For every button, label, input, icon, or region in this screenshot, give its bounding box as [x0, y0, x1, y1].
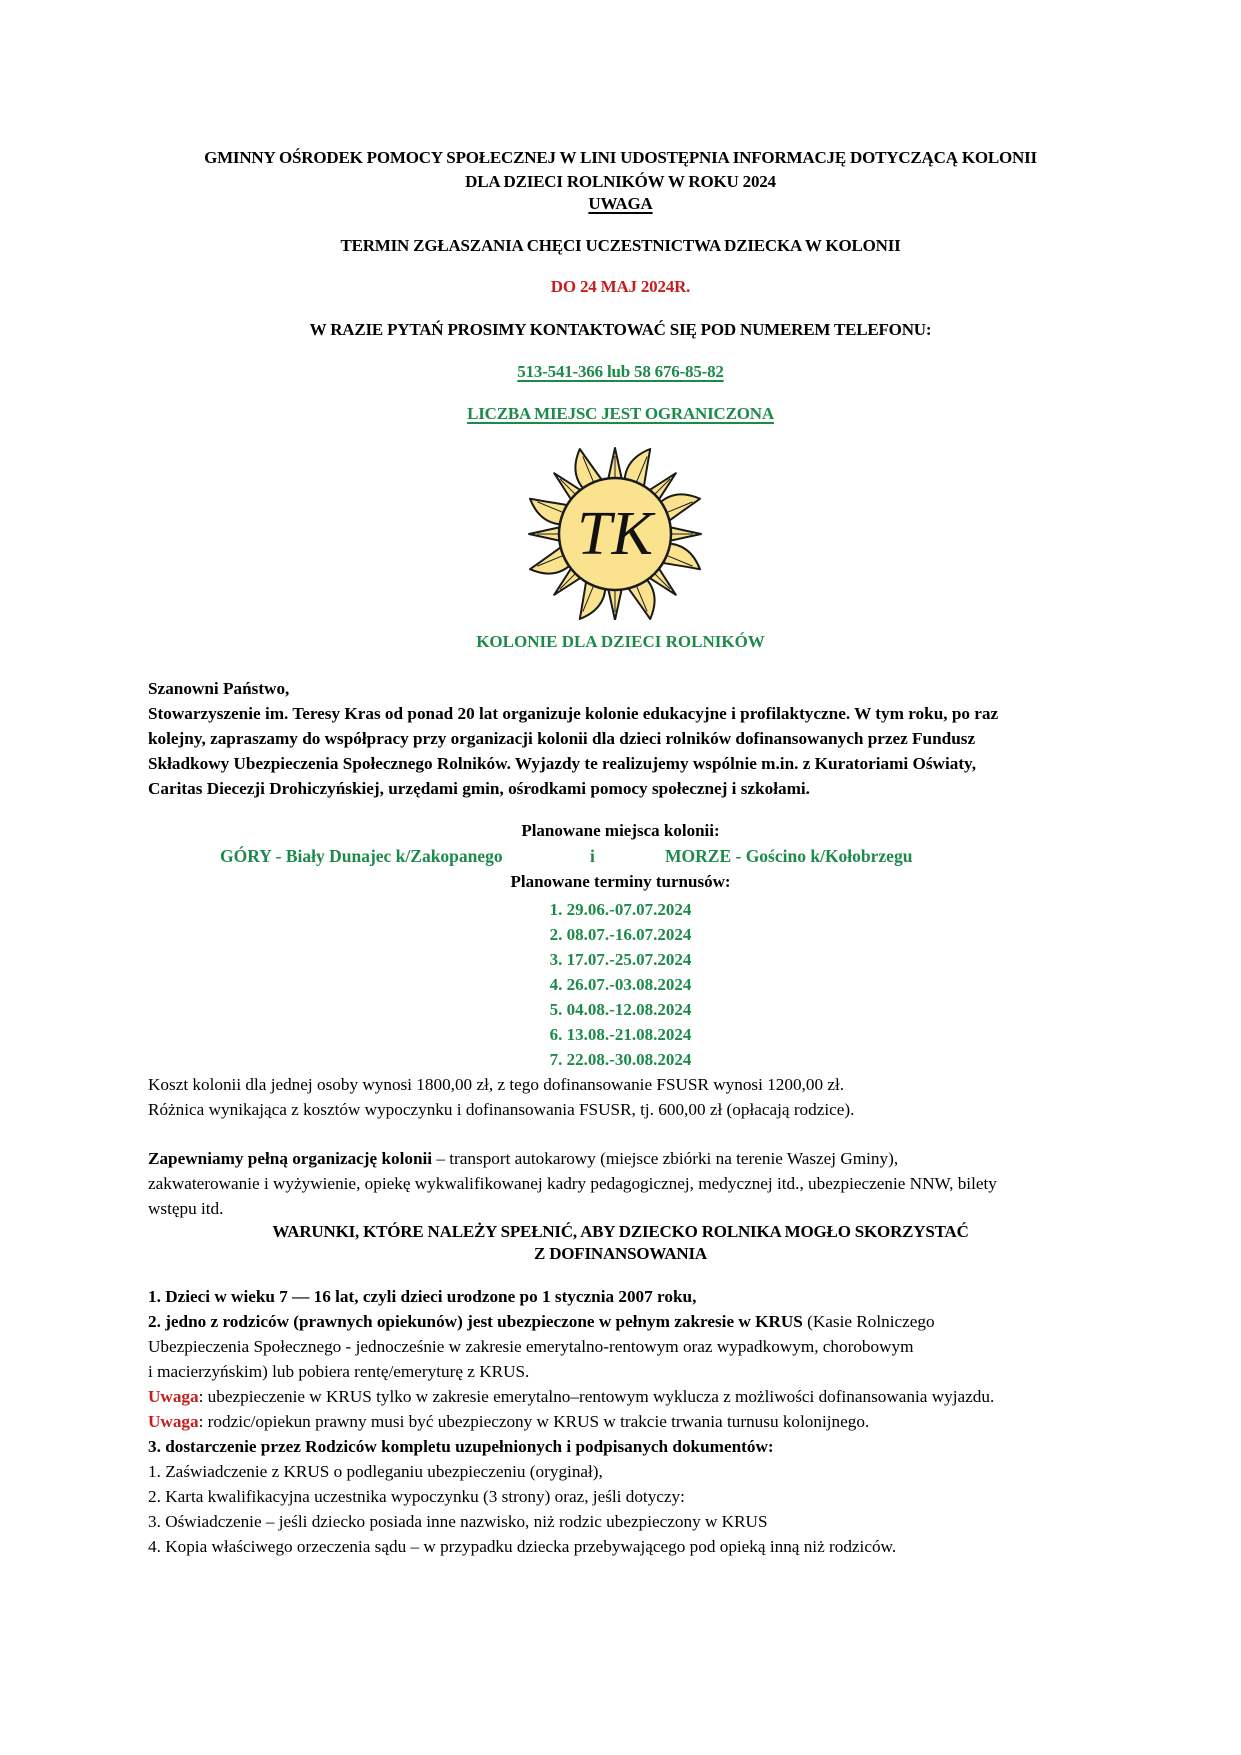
cost-info	[148, 1072, 1108, 1122]
condition-2-line-3: i macierzyńskim) lub pobiera rentę/emeryturę z KRUS.	[148, 1362, 530, 1381]
document-item: 4. Kopia właściwego orzeczenia sądu – w przypadku dziecka przebywającego pod opieką inną niż rodziców.	[148, 1537, 897, 1556]
intro	[148, 676, 1108, 801]
term-item: 7. 22.08.-30.08.2024	[549, 1050, 692, 1069]
note-label: Uwaga	[148, 1387, 199, 1406]
contact-label: W RAZIE PYTAŃ PROSIMY KONTAKTOWAĆ SIĘ POD NUMEREM TELEFONU:	[309, 320, 932, 339]
conditions-list	[148, 1284, 1108, 1559]
intro-line: Stowarzyszenie im. Teresy Kras od ponad 20 lat organizuje kolonie edukacyjne i profilaktyczne. W tym roku, po raz	[148, 704, 999, 723]
intro-line: kolejny, zapraszamy do współpracy przy organizacji kolonii dla dzieci rolników dofinansowanych przez Fundusz	[148, 729, 976, 748]
condition-2-text: (Kasie Rolniczego	[802, 1312, 935, 1331]
deadline-label: TERMIN ZGŁASZANIA CHĘCI UCZESTNICTWA DZIECKA W KOLONII	[340, 236, 901, 255]
deadline-date: DO 24 MAJ 2024R.	[550, 277, 691, 296]
document-item: 2. Karta kwalifikacyjna uczestnika wypoczynku (3 strony) oraz, jeśli dotyczy:	[148, 1487, 685, 1506]
term-item: 1. 29.06.-07.07.2024	[549, 900, 692, 919]
sun-logo-graphic	[512, 444, 718, 620]
title-line-2: DLA DZIECI ROLNIKÓW W ROKU 2024	[465, 172, 776, 191]
places-label: Planowane miejsca kolonii:	[521, 821, 720, 840]
notice-heading: UWAGA	[588, 194, 653, 213]
condition-1: 1. Dzieci w wieku 7 — 16 lat, czyli dzieci urodzone po 1 stycznia 2007 roku,	[148, 1287, 697, 1306]
term-item: 5. 04.08.-12.08.2024	[549, 1000, 692, 1019]
conditions-title-line-2: Z DOFINANSOWANIA	[534, 1244, 707, 1263]
section-title: KOLONIE DLA DZIECI ROLNIKÓW	[476, 632, 765, 651]
place-mountains: GÓRY - Biały Dunajec k/Zakopanego	[220, 846, 503, 866]
terms-label: Planowane terminy turnusów:	[510, 872, 731, 891]
document-item: 3. Oświadczenie – jeśli dziecko posiada inne nazwisko, niż rodzic ubezpieczony w KRUS	[148, 1512, 768, 1531]
logo-letters: TK	[577, 500, 653, 568]
condition-3: 3. dostarczenie przez Rodziców kompletu uzupełnionych i podpisanych dokumentów:	[148, 1437, 774, 1456]
term-item: 6. 13.08.-21.08.2024	[549, 1025, 692, 1044]
sun-logo	[512, 444, 718, 620]
term-item: 2. 08.07.-16.07.2024	[549, 925, 692, 944]
limited-places-notice: LICZBA MIEJSC JEST OGRANICZONA	[467, 404, 774, 423]
places-conjunction: i	[590, 846, 595, 866]
note-1: : ubezpieczenie w KRUS tylko w zakresie emerytalno–rentowym wyklucza z możliwości dofinansowania wyjazdu.	[198, 1387, 995, 1406]
organization-lead: Zapewniamy pełną organizację kolonii	[148, 1149, 433, 1168]
conditions-title-line-1: WARUNKI, KTÓRE NALEŻY SPEŁNIĆ, ABY DZIECKO ROLNIKA MOGŁO SKORZYSTAĆ	[272, 1222, 969, 1241]
organization-line-3: wstępu itd.	[148, 1199, 224, 1218]
term-item: 4. 26.07.-03.08.2024	[549, 975, 692, 994]
cost-line-2: Różnica wynikająca z kosztów wypoczynku i dofinansowania FSUSR, tj. 600,00 zł (opłacają rodzice).	[148, 1100, 855, 1119]
place-sea: MORZE - Gościno k/Kołobrzegu	[665, 846, 913, 866]
cost-line-1: Koszt kolonii dla jednej osoby wynosi 1800,00 zł, z tego dofinansowanie FSUSR wynosi 1200,00 zł.	[148, 1075, 845, 1094]
organization-line-2: zakwaterowanie i wyżywienie, opiekę wykwalifikowanej kadry pedagogicznej, medycznej itd., ubezpieczenie NNW, bilety	[148, 1174, 997, 1193]
document-item: 1. Zaświadczenie z KRUS o podleganiu ubezpieczeniu (oryginał),	[148, 1462, 603, 1481]
condition-2-line-2: Ubezpieczenia Społecznego - jednocześnie w zakresie emerytalno-rentowym oraz wypadkowym, chorobowym	[148, 1337, 914, 1356]
title-line-1: GMINNY OŚRODEK POMOCY SPOŁECZNEJ W LINI UDOSTĘPNIA INFORMACJĘ DOTYCZĄCĄ KOLONII	[204, 148, 1037, 167]
terms-list	[0, 897, 1241, 1072]
intro-line: Składkowy Ubezpieczenia Społecznego Rolników. Wyjazdy te realizujemy wspólnie m.in. z Kuratoriami Oświaty,	[148, 754, 977, 773]
condition-2-lead: 2. jedno z rodziców (prawnych opiekunów) jest ubezpieczone w pełnym zakresie w KRUS	[148, 1312, 803, 1331]
greeting: Szanowni Państwo,	[148, 679, 290, 698]
note-label: Uwaga	[148, 1412, 199, 1431]
intro-line: Caritas Diecezji Drohiczyńskiej, urzędami gmin, ośrodkami pomocy społecznej i szkołami.	[148, 779, 810, 798]
note-2: : rodzic/opiekun prawny musi być ubezpieczony w KRUS w trakcie trwania turnusu kolonijnego.	[198, 1412, 870, 1431]
phone-numbers[interactable]: 513-541-366 lub 58 676-85-82	[517, 362, 724, 381]
term-item: 3. 17.07.-25.07.2024	[549, 950, 692, 969]
organization-info	[148, 1146, 1108, 1221]
organization-text: – transport autokarowy (miejsce zbiórki na terenie Waszej Gminy),	[432, 1149, 899, 1168]
